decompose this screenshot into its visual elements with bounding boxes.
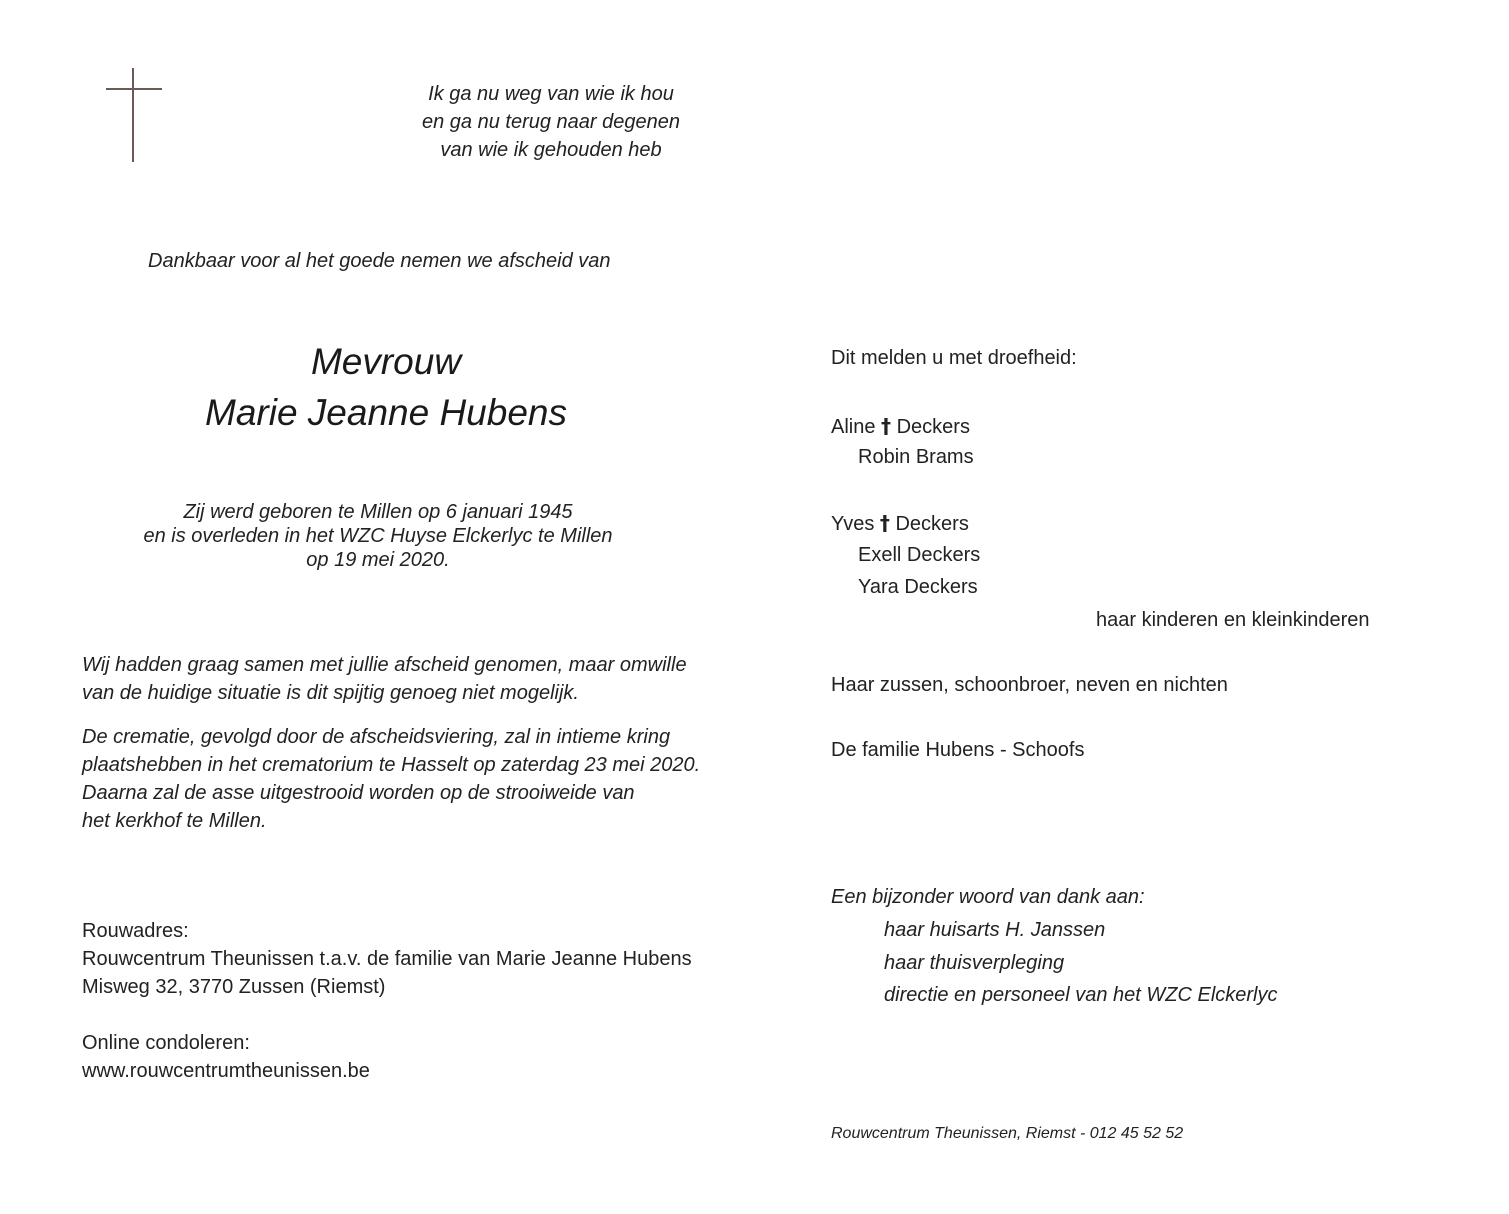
deceased-name: Marie Jeanne Hubens — [205, 392, 567, 433]
thanks-item: haar thuisverpleging — [884, 952, 1065, 974]
thanks-item: haar huisarts H. Janssen — [884, 919, 1106, 941]
announcement-intro: Dit melden u met droefheid: — [831, 347, 1077, 369]
online-condolences-url[interactable]: www.rouwcentrumtheunissen.be — [82, 1060, 370, 1082]
paragraph-line: het kerkhof te Millen. — [82, 810, 267, 832]
birth-death-line: op 19 mei 2020. — [306, 549, 450, 571]
cross-horizontal-bar — [106, 88, 162, 90]
poem-line: Ik ga nu weg van wie ik hou — [428, 83, 674, 105]
birth-death-text — [143, 500, 612, 572]
mourning-address — [82, 917, 692, 1001]
online-condolences — [82, 1029, 370, 1085]
deceased-name-block — [205, 336, 567, 438]
intro-text: Dankbaar voor al het goede nemen we afscheid van — [148, 250, 611, 272]
family-member-last-name: Deckers — [895, 513, 969, 535]
online-condolences-label: Online condoleren: — [82, 1032, 250, 1054]
mourning-address-label: Rouwadres: — [82, 920, 189, 942]
birth-death-line: Zij werd geboren te Millen op 6 januari 1945 — [183, 501, 573, 523]
paragraph-line: plaatshebben in het crematorium te Hasselt op zaterdag 23 mei 2020. — [82, 754, 701, 776]
mourning-address-line: Misweg 32, 3770 Zussen (Riemst) — [82, 976, 386, 998]
birth-death-line: en is overleden in het WZC Huyse Elckerlyc te Millen — [143, 525, 613, 547]
family-member-yara: Yara Deckers — [858, 576, 978, 598]
family-member-robin: Robin Brams — [858, 446, 974, 468]
family-line: De familie Hubens - Schoofs — [831, 739, 1085, 761]
children-label: haar kinderen en kleinkinderen — [1096, 609, 1370, 631]
deceased-title: Mevrouw — [310, 341, 462, 382]
poem — [422, 80, 680, 164]
paragraph-line: Wij hadden graag samen met jullie afscheid genomen, maar omwille — [82, 654, 687, 676]
paragraph-line: van de huidige situatie is dit spijtig genoeg niet mogelijk. — [82, 682, 579, 704]
family-member-yves — [831, 511, 969, 536]
mourning-address-line: Rouwcentrum Theunissen t.a.v. de familie van Marie Jeanne Hubens — [82, 948, 692, 970]
family-member-aline — [831, 414, 970, 439]
family-member-exell: Exell Deckers — [858, 544, 981, 566]
paragraph-line: De crematie, gevolgd door de afscheidsviering, zal in intieme kring — [82, 726, 671, 748]
dagger-icon: † — [881, 414, 892, 438]
family-member-first-name: Yves — [831, 513, 875, 535]
poem-line: van wie ik gehouden heb — [440, 139, 662, 161]
funeral-home-footer: Rouwcentrum Theunissen, Riemst - 012 45 52 52 — [831, 1125, 1184, 1142]
family-member-first-name: Aline — [831, 416, 876, 438]
dagger-icon: † — [879, 511, 890, 535]
cross-vertical-bar — [132, 68, 134, 162]
farewell-paragraph — [82, 651, 687, 707]
thanks-intro: Een bijzonder woord van dank aan: — [831, 886, 1145, 908]
thanks-item: directie en personeel van het WZC Elckerlyc — [884, 984, 1278, 1006]
paragraph-line: Daarna zal de asse uitgestrooid worden op de strooiweide van — [82, 782, 635, 804]
poem-line: en ga nu terug naar degenen — [422, 111, 680, 133]
family-member-last-name: Deckers — [896, 416, 970, 438]
siblings-line: Haar zussen, schoonbroer, neven en nichten — [831, 674, 1228, 696]
cremation-paragraph — [82, 723, 700, 835]
